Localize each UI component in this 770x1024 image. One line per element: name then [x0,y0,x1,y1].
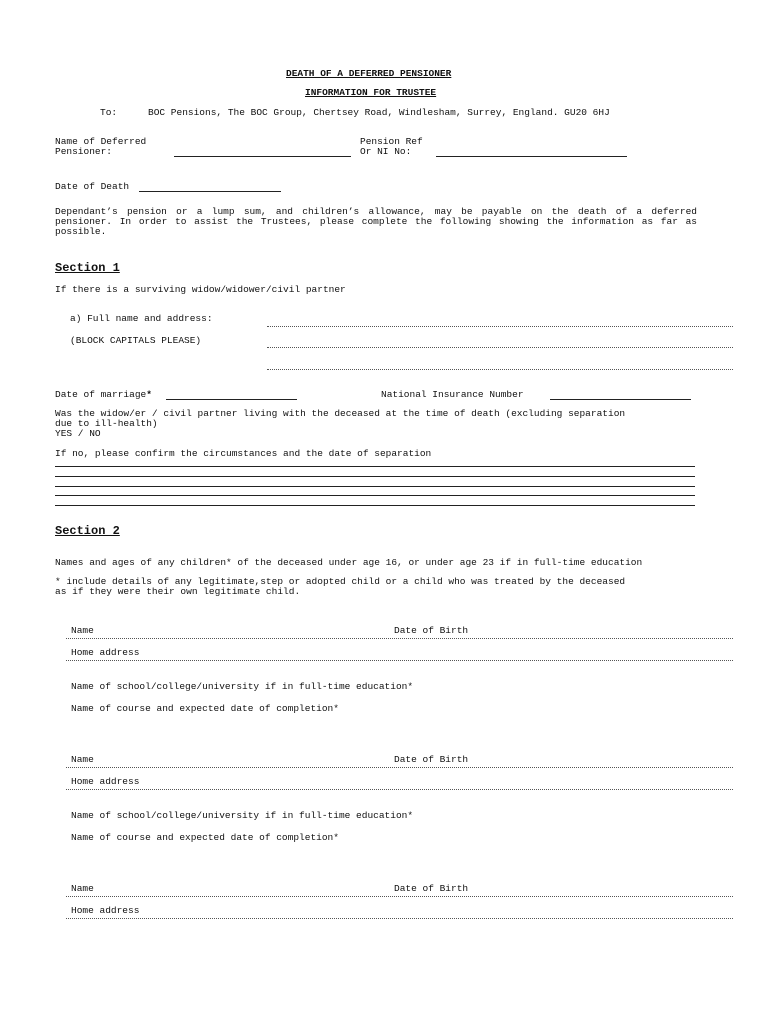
form-title: DEATH OF A DEFERRED PENSIONER [286,68,452,79]
name-label-line2: Pensioner: [55,146,113,157]
child2-home-field[interactable] [66,789,733,790]
section2-heading: Section 2 [55,524,120,538]
child2-name-field[interactable] [66,767,733,768]
separation-line-5[interactable] [55,505,695,506]
date-of-death-label: Date of Death [55,181,130,192]
ni-number-label: National Insurance Number [381,389,524,400]
child1-dob-label: Date of Birth [394,625,469,636]
living-question-line1: Was the widow/er / civil partner living with the deceased at the time of death (excluding separation [55,408,626,419]
child1-home-field[interactable] [66,660,733,661]
if-no-label: If no, please confirm the circumstances and the date of separation [55,448,432,459]
date-of-marriage-field[interactable] [166,399,297,400]
ref-label-line1: Pension Ref [360,136,423,147]
address-field-1[interactable] [267,347,733,348]
full-name-field[interactable] [267,326,733,327]
ni-number-field[interactable] [550,399,691,400]
child2-school-label: Name of school/college/university if in full-time education* [71,810,414,821]
required-star: * [146,389,152,400]
separation-line-4[interactable] [55,495,695,496]
child3-home-label: Home address [71,905,140,916]
separation-line-1[interactable] [55,466,695,467]
address-field-2[interactable] [267,369,733,370]
section1-lead: If there is a surviving widow/widower/civil partner [55,284,346,295]
full-name-label: a) Full name and address: [70,313,213,324]
pension-ref-field[interactable] [436,156,627,157]
child2-name-label: Name [71,754,94,765]
to-address: BOC Pensions, The BOC Group, Chertsey Road, Windlesham, Surrey, England. GU20 6HJ [148,107,610,118]
intro-paragraph: Dependant’s pension or a lump sum, and children’s allowance, may be payable on the death of a deferred pensioner. In order to assist the Trustees, please complete the following showing the information as far as possible. [55,206,697,237]
form-subtitle: INFORMATION FOR TRUSTEE [305,87,437,98]
pensioner-name-field[interactable] [174,156,351,157]
separation-line-3[interactable] [55,486,695,487]
ref-label-line2: Or NI No: [360,146,412,157]
living-question-line2: due to ill-health) [55,418,158,429]
date-of-marriage-label [55,390,152,400]
child3-dob-label: Date of Birth [394,883,469,894]
child1-school-label: Name of school/college/university if in full-time education* [71,681,414,692]
yes-no-option[interactable]: YES / NO [55,428,101,439]
date-of-death-field[interactable] [139,191,281,192]
child2-home-label: Home address [71,776,140,787]
child1-course-label: Name of course and expected date of completion* [71,703,339,714]
child3-name-label: Name [71,883,94,894]
section2-note-line1: * include details of any legitimate,step or adopted child or a child who was treated by the deceased [55,576,626,587]
child2-dob-label: Date of Birth [394,754,469,765]
child1-name-field[interactable] [66,638,733,639]
separation-line-2[interactable] [55,476,695,477]
child2-course-label: Name of course and expected date of completion* [71,832,339,843]
child3-name-field[interactable] [66,896,733,897]
block-caps-label: (BLOCK CAPITALS PLEASE) [70,335,202,346]
name-label-line1: Name of Deferred [55,136,147,147]
child1-name-label: Name [71,625,94,636]
child3-home-field[interactable] [66,918,733,919]
to-label: To: [100,107,118,118]
child1-home-label: Home address [71,647,140,658]
date-of-marriage-text: Date of marriage [55,389,147,400]
section1-heading: Section 1 [55,261,120,275]
section2-note-line2: as if they were their own legitimate child. [55,586,301,597]
section2-lead: Names and ages of any children* of the deceased under age 16, or under age 23 if in full-time education [55,557,643,568]
